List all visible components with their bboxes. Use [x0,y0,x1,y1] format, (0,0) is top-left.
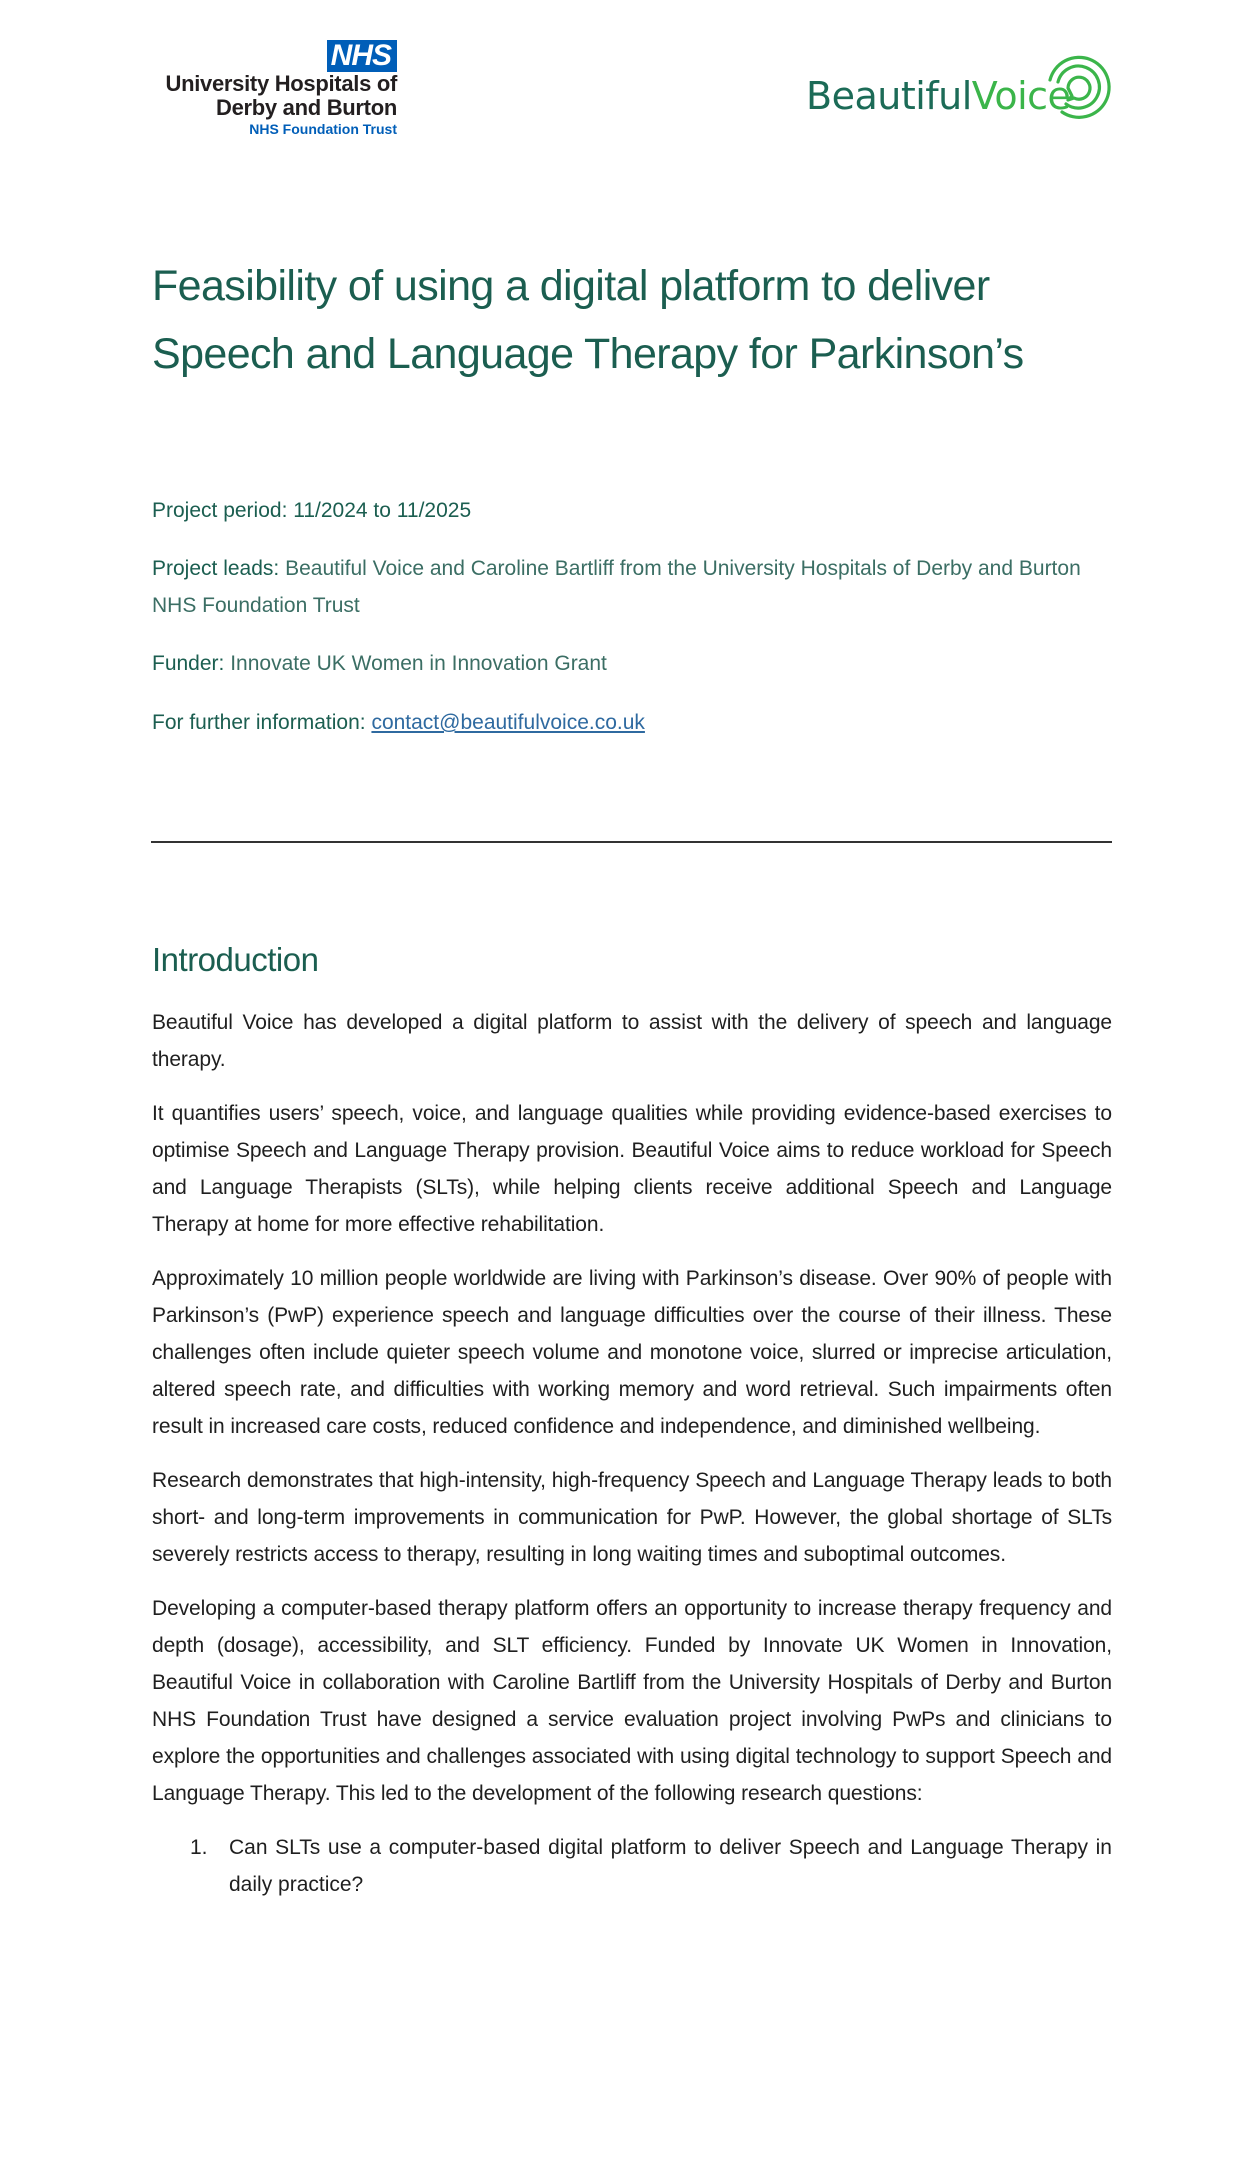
question-number: 1. [190,1836,208,1859]
project-period-text: Project period: 11/2024 to 11/2025 [152,499,472,522]
section-divider [151,841,1112,843]
intro-paragraph: It quantifies users’ speech, voice, and language qualities while providing evidence-based exercises to optimise Speech and Language Therapy provision. Beautiful Voice aims to reduce workload for Speech and Language Therapists (SLTs), while helping clients receive additional Speech and Language Therapy at home for more effective rehabilitation. [152,1102,1112,1236]
intro-paragraph: Approximately 10 million people worldwide are living with Parkinson’s disease. Over 90% of people with Parkinson’s (PwP) experience speech and language difficulties over the course of their illness. These challenges often include quieter speech volume and monotone voice, slurred or imprecise articulation, altered speech rate, and difficulties with working memory and word retrieval. Such impairments often result in increased care costs, reduced confidence and independence, and diminished wellbeing. [152,1267,1112,1438]
nhs-org-line-1: University Hospitals of [165,71,397,96]
wordmark-beautiful: Beautiful [806,74,972,118]
beautiful-voice-wordmark [806,74,1070,118]
project-leads-value: Beautiful Voice and Caroline Bartliff from the University Hospitals of Derby and Burton NHS Foundation Trust [152,557,1081,617]
beautiful-voice-logo [806,50,1116,130]
further-information [152,704,1112,741]
research-question-item [152,1829,1112,1903]
funder-label: Funder: [152,652,225,675]
project-leads [152,550,1112,624]
project-leads-label: Project leads: [152,557,280,580]
funder [152,645,1112,682]
nhs-org-line-2: Derby and Burton [216,95,397,120]
nhs-badge: NHS [327,40,397,72]
speech-bubble-sound-waves-icon [1038,50,1118,130]
further-information-label: For further information: [152,711,366,734]
document-title: Feasibility of using a digital platform to deliver Speech and Language Therapy for Parkinson’s [152,262,1024,378]
contact-email-link[interactable]: contact@beautifulvoice.co.uk [371,711,645,734]
question-text: Can SLTs use a computer-based digital platform to deliver Speech and Language Therapy in daily practice? [229,1836,1112,1896]
intro-paragraph: Developing a computer-based therapy platform offers an opportunity to increase therapy frequency and depth (dosage), accessibility, and SLT efficiency. Funded by Innovate UK Women in Innovation, Beautiful Voice in collaboration with Caroline Bartliff from the University Hospitals of Derby and Burton NHS Foundation Trust have designed a service evaluation project involving PwPs and clinicians to explore the opportunities and challenges associated with using digital technology to support Speech and Language Therapy. This led to the development of the following research questions: [152,1597,1112,1805]
research-questions-list [152,1829,1112,1903]
nhs-trust-name: NHS Foundation Trust [249,121,397,137]
funder-value: Innovate UK Women in Innovation Grant [230,652,607,675]
intro-paragraph: Beautiful Voice has developed a digital platform to assist with the delivery of speech and language therapy. [152,1011,1112,1071]
nhs-trust-logo [155,40,397,138]
introduction-body [152,1004,1112,1903]
project-period [152,492,1112,529]
wordmark-voice: Voice [971,74,1071,118]
intro-paragraph: Research demonstrates that high-intensity, high-frequency Speech and Language Therapy leads to both short- and long-term improvements in communication for PwP. However, the global shortage of SLTs severely restricts access to therapy, resulting in long waiting times and suboptimal outcomes. [152,1469,1112,1566]
introduction-heading: Introduction [152,941,319,978]
